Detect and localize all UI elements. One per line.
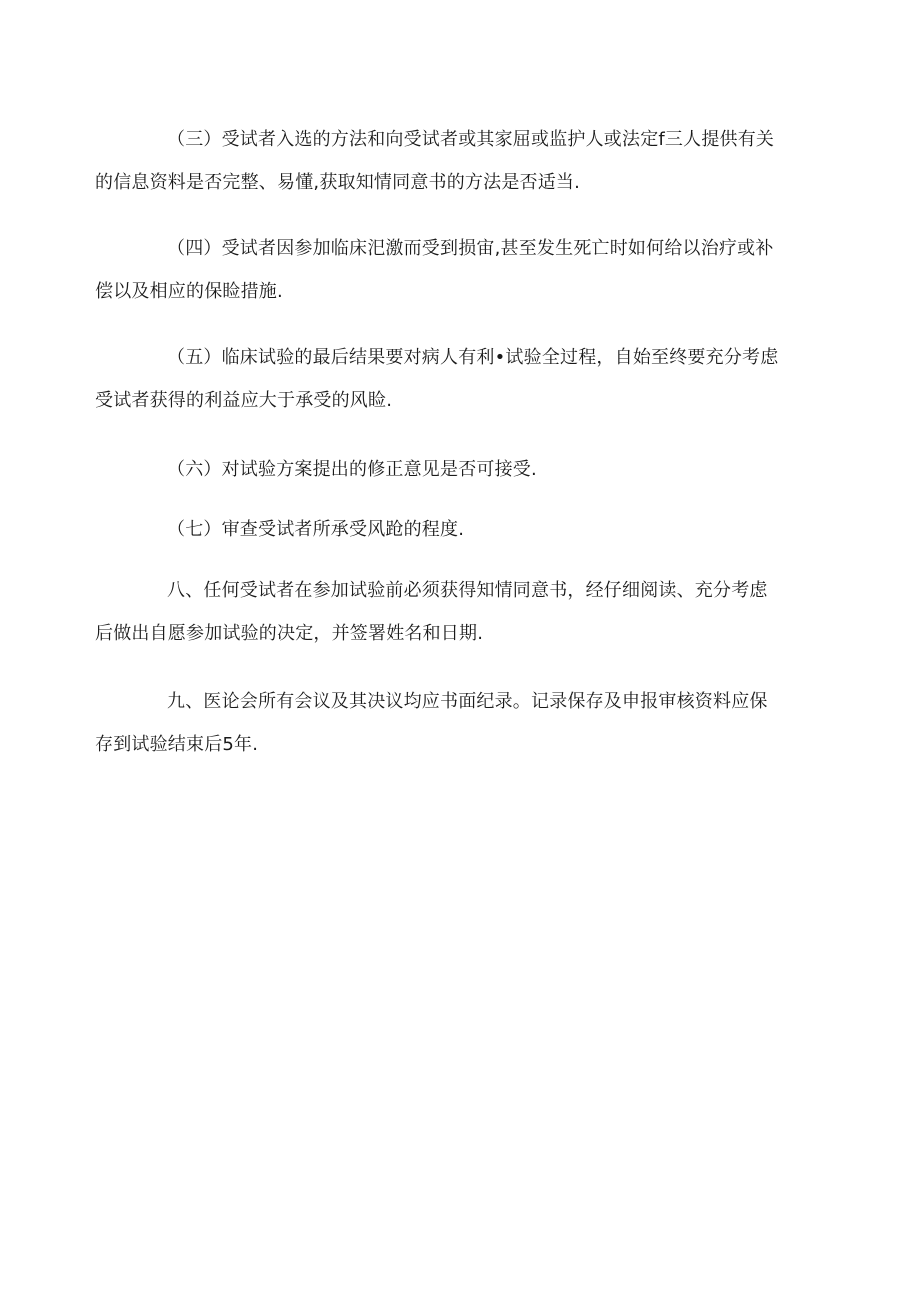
text-line: （五）临床试验的最后结果要对病人有利•试验全过程，自始至终要充分考虑 [167, 347, 779, 368]
paragraph-item-7 [131, 508, 796, 551]
paragraph-item-4 [95, 227, 796, 313]
text-line: 八、任何受试者在参加试验前必须获得知情同意书，经仔细阅读、充分考虑 [167, 580, 768, 601]
text-line: 九、医论会所有会议及其决议均应书面纪录。记录保存及申报审核资料应保 [167, 691, 768, 712]
text-line: 偿以及相应的保睑措施. [95, 281, 283, 302]
paragraph-item-3 [95, 118, 796, 204]
paragraph-section-9 [95, 680, 796, 766]
text-line: 后做出自愿参加试验的决定，并签署姓名和日期. [95, 623, 484, 644]
paragraph-item-5 [95, 336, 796, 422]
text-line: 的信息资料是否完整、易懂,获取知情同意书的方法是否适当. [95, 172, 581, 193]
text-line: （六）对试验方案提出的修正意见是否可接受. [167, 459, 537, 480]
paragraph-item-6 [131, 448, 796, 491]
text-line: （七）审查受试者所承受风跄的程度. [167, 519, 465, 540]
paragraph-section-8 [95, 569, 796, 655]
text-line: （三）受试者入选的方法和向受试者或其家屈或监护人或法定f三人提供有关 [167, 129, 775, 150]
text-line: 存到试验结束后5年. [95, 734, 259, 755]
text-line: 受试者获得的利益应大于承受的风睑. [95, 390, 393, 411]
text-line: （四）受试者因参加临床汜激而受到损宙,甚至发生死亡时如何给以治疗或补 [167, 238, 774, 259]
